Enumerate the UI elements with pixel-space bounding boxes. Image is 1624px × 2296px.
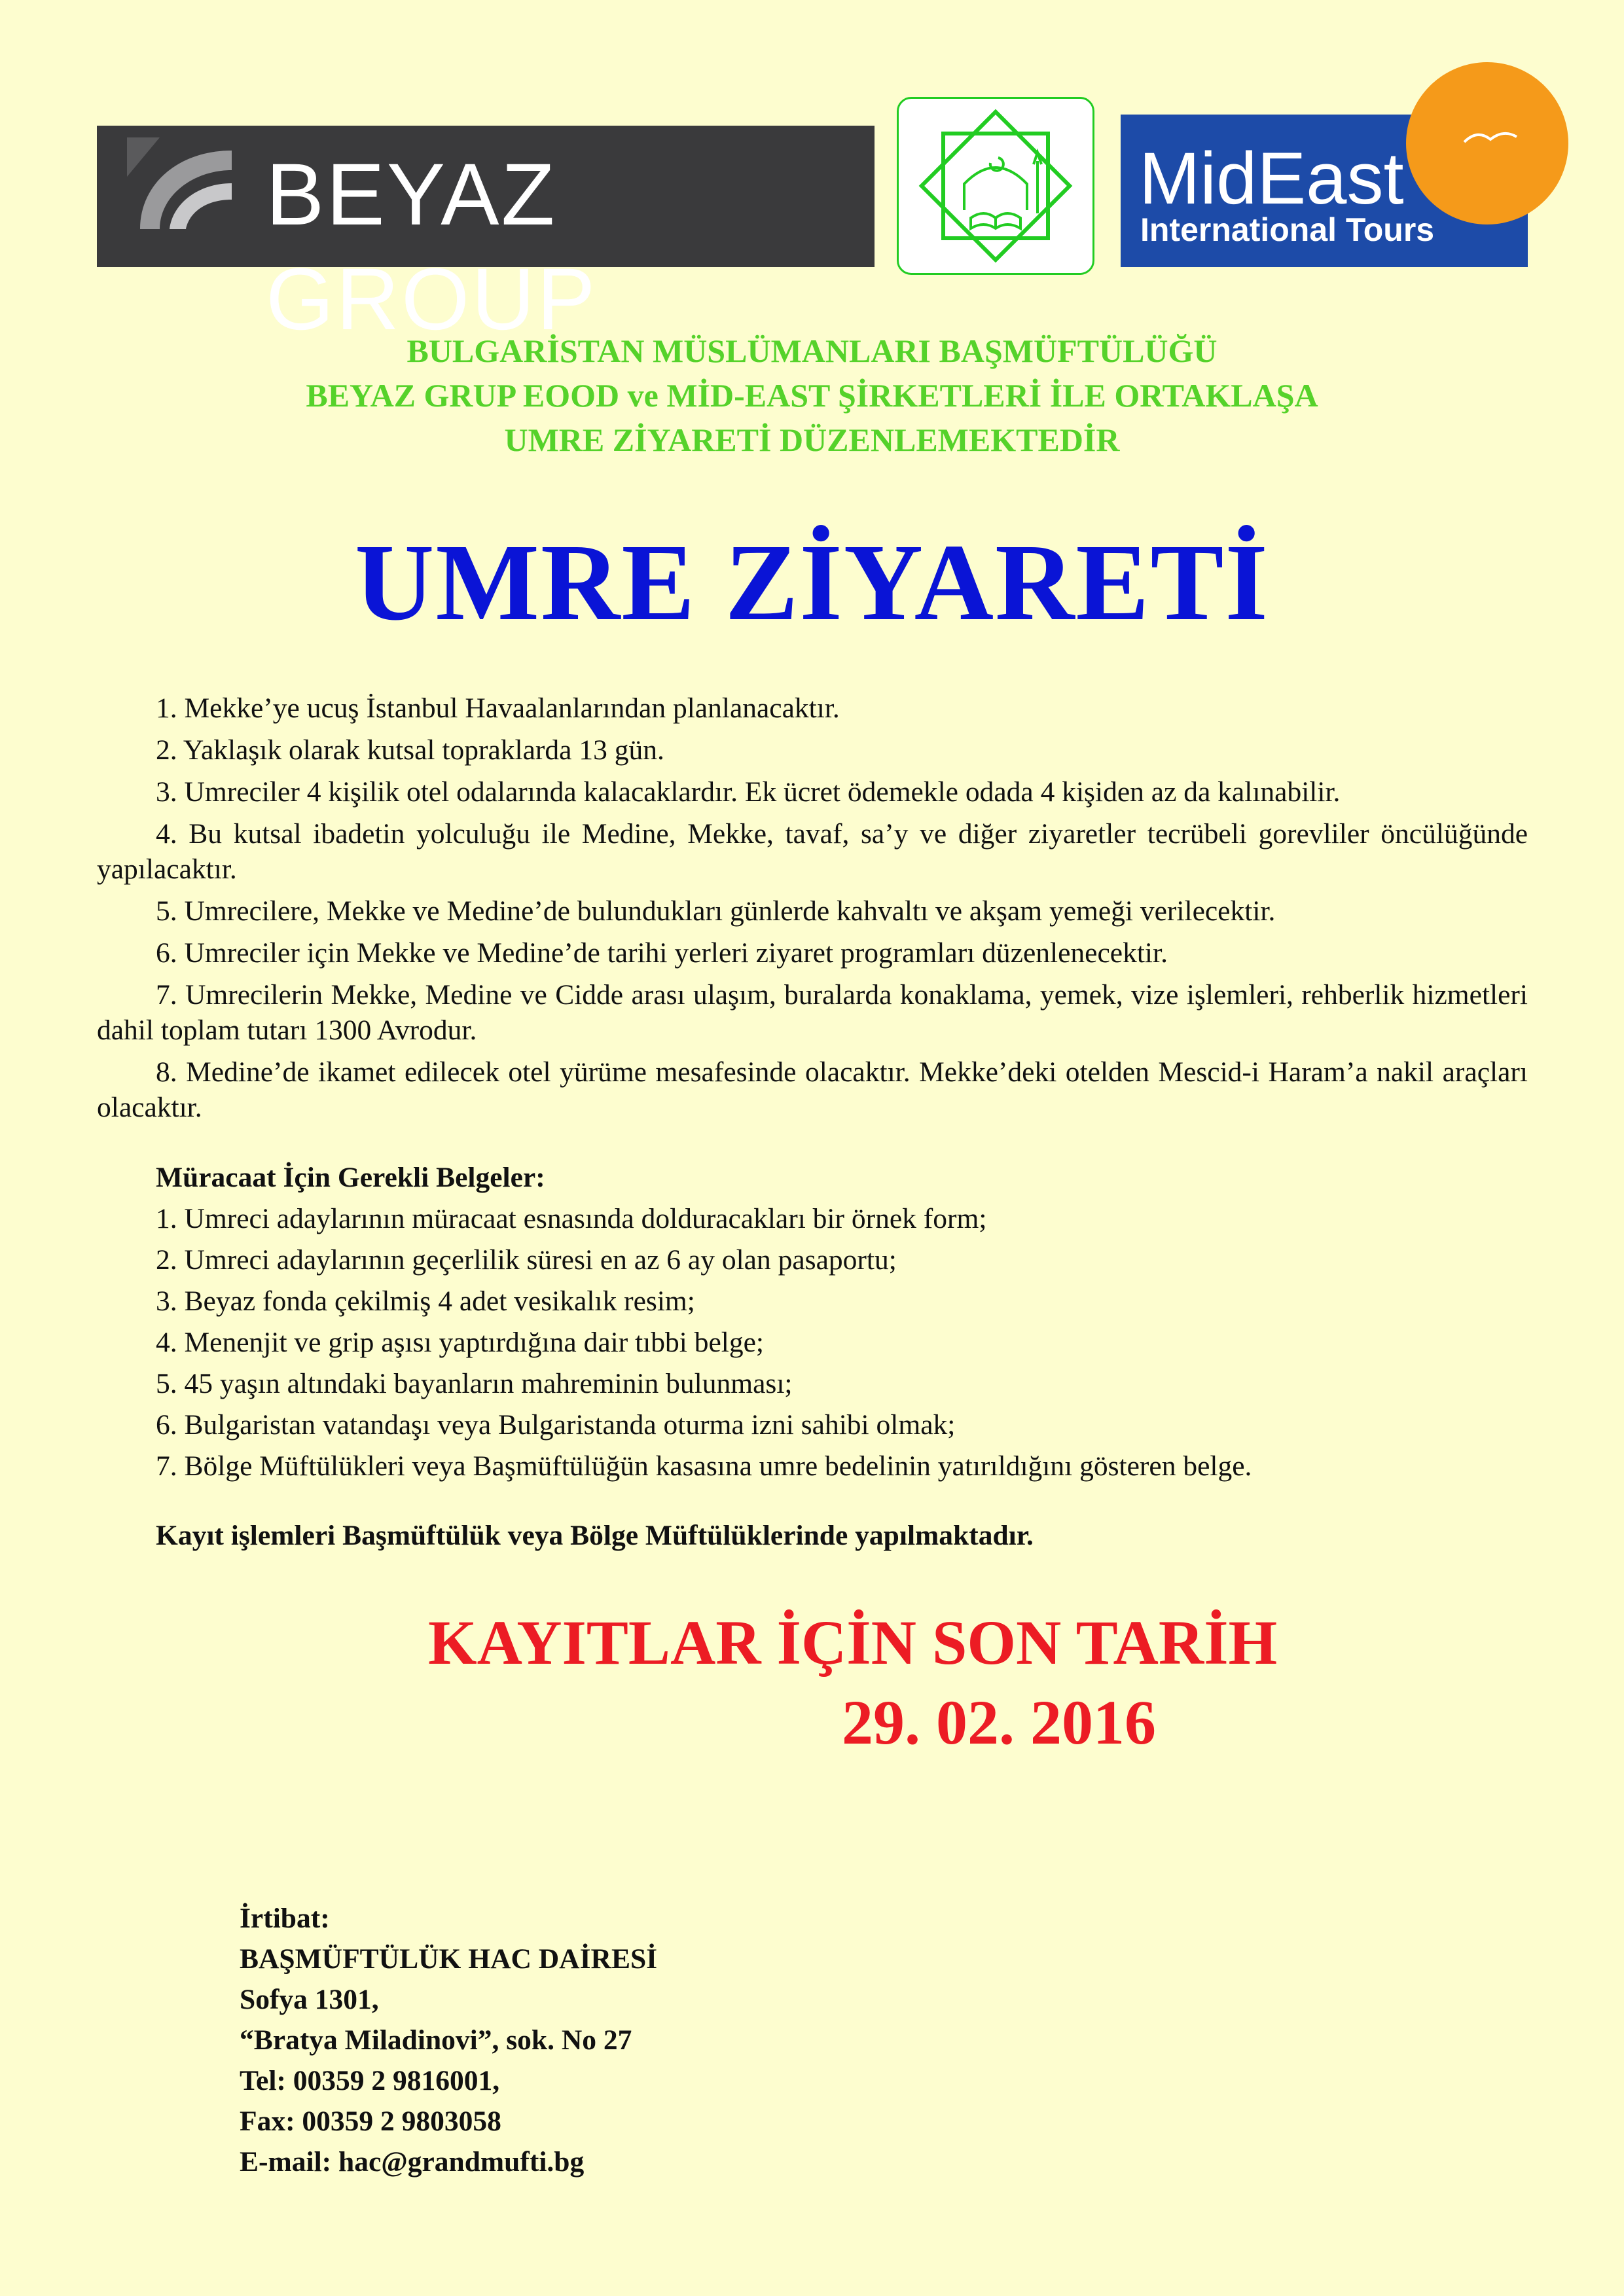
contact-org: BAŞMÜFTÜLÜK HAC DAİRESİ: [240, 1943, 658, 1975]
mideast-logo: [1121, 115, 1528, 267]
info-list: [97, 691, 1528, 1132]
header-line-2: BEYAZ GRUP EOOD ve MİD-EAST ŞİRKETLERİ İLE ORTAKLAŞA: [306, 377, 1318, 414]
beyaz-swoosh-icon: [120, 131, 251, 262]
contact-street: “Bratya Miladinovi”, sok. No 27: [240, 2024, 632, 2056]
contact-block: [240, 1898, 657, 2182]
registration-note: Kayıt işlemleri Başmüftülük veya Bölge Müftülüklerinde yapılmaktadır.: [156, 1520, 1034, 1551]
documents-heading: Müracaat İçin Gerekli Belgeler:: [156, 1162, 545, 1193]
list-item: 4. Bu kutsal ibadetin yolculuğu ile Medine, Mekke, tavaf, sa’y ve diğer ziyaretler tecrübeli gorevliler öncülüğünde yapılacaktır.: [97, 818, 1528, 885]
list-item: 2. Yaklaşık olarak kutsal topraklarda 13 gün.: [156, 734, 664, 766]
header-line-3: UMRE ZİYARETİ DÜZENLEMEKTEDİR: [504, 422, 1120, 458]
contact-city: Sofya 1301,: [240, 1984, 379, 2015]
contact-email: E-mail: hac@grandmufti.bg: [240, 2146, 585, 2178]
list-item: 6. Umreciler için Mekke ve Medine’de tarihi yerleri ziyaret programları düzenlenecektir.: [156, 937, 1168, 969]
document-item: 1. Umreci adaylarının müracaat esnasında dolduracakları bir örnek form;: [156, 1203, 987, 1234]
document-item: 5. 45 yaşın altındaki bayanların mahreminin bulunması;: [156, 1368, 793, 1399]
document-item: 3. Beyaz fonda çekilmiş 4 adet vesikalık resim;: [156, 1285, 695, 1317]
contact-tel: Tel: 00359 2 9816001,: [240, 2065, 500, 2096]
document-item: 2. Umreci adaylarının geçerlilik süresi en az 6 ay olan pasaportu;: [156, 1244, 897, 1276]
list-item: 1. Mekke’ye ucuş İstanbul Havaalanlarından planlanacaktır.: [156, 692, 840, 724]
header-line-1: BULGARİSTAN MÜSLÜMANLARI BAŞMÜFTÜLÜĞÜ: [406, 332, 1218, 369]
page-title: UMRE ZİYARETİ: [355, 522, 1269, 643]
contact-label: İrtibat:: [240, 1903, 330, 1934]
deadline-label: KAYITLAR İÇİN SON TARİH: [428, 1607, 1278, 1677]
list-item: 5. Umrecilere, Mekke ve Medine’de bulundukları günlerde kahvaltı ve akşam yemeği verilecektir.: [156, 895, 1276, 927]
deadline-date: 29. 02. 2016: [842, 1687, 1156, 1757]
beyaz-group-logo: [97, 126, 875, 348]
list-item: 3. Umreciler 4 kişilik otel odalarında kalacaklardır. Ek ücret ödemekle odada 4 kişiden az da kalınabilir.: [156, 776, 1341, 808]
contact-fax: Fax: 00359 2 9803058: [240, 2106, 501, 2137]
required-documents: [156, 1157, 1530, 1487]
mideast-logo-name: MidEast: [1139, 137, 1404, 219]
mosque-emblem-icon: [899, 99, 1092, 273]
document-item: 4. Menenjit ve grip aşısı yaptırdığına dair tıbbi belge;: [156, 1327, 765, 1358]
organizer-header: [0, 329, 1624, 462]
grand-mufti-logo: [897, 97, 1094, 275]
bird-icon: [1461, 124, 1520, 150]
document-item: 6. Bulgaristan vatandaşı veya Bulgaristanda oturma izni sahibi olmak;: [156, 1409, 956, 1441]
list-item: 7. Umrecilerin Mekke, Medine ve Cidde arası ulaşım, buralarda konaklama, yemek, vize işlemleri, rehberlik hizmetleri dahil toplam tutarı 1300 Avrodur.: [97, 979, 1528, 1046]
document-item: 7. Bölge Müftülükleri veya Başmüftülüğün kasasına umre bedelinin yatırıldığını gösteren belge.: [156, 1450, 1252, 1482]
list-item: 8. Medine’de ikamet edilecek otel yürüme mesafesinde olacaktır. Mekke’deki otelden Mescid-i Haram’a nakil araçları olacaktır.: [97, 1056, 1528, 1123]
beyaz-logo-text: BEYAZ GROUP: [266, 146, 598, 348]
mideast-logo-subtitle: International Tours: [1140, 211, 1435, 248]
